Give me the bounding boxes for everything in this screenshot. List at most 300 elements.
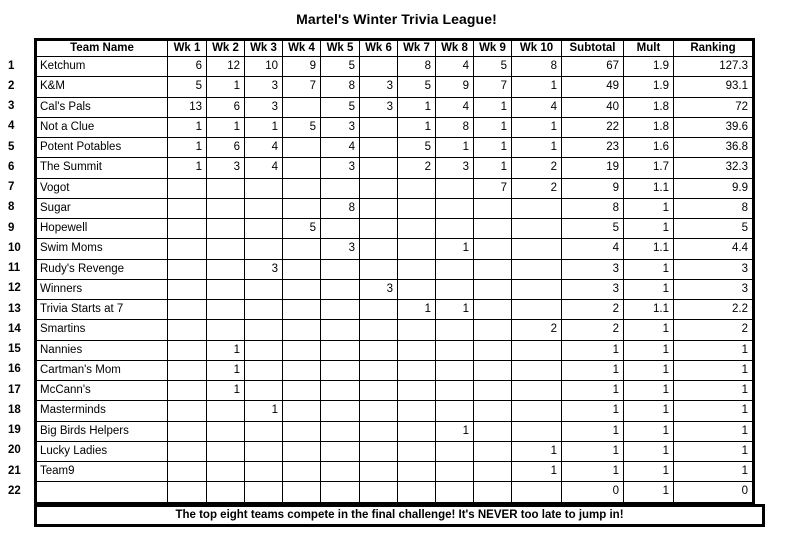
column-header[interactable]: Wk 4: [283, 40, 321, 57]
score-cell[interactable]: [436, 340, 474, 360]
score-cell[interactable]: 1: [207, 360, 245, 380]
score-cell[interactable]: [245, 320, 283, 340]
score-cell[interactable]: [360, 441, 398, 461]
score-cell[interactable]: [360, 381, 398, 401]
score-cell[interactable]: [360, 340, 398, 360]
score-cell[interactable]: 3: [360, 77, 398, 97]
score-cell[interactable]: 1: [624, 421, 674, 441]
column-header[interactable]: Wk 3: [245, 40, 283, 57]
score-cell[interactable]: [436, 219, 474, 239]
score-cell[interactable]: 2: [512, 320, 562, 340]
score-cell[interactable]: [398, 482, 436, 503]
score-cell[interactable]: [512, 198, 562, 218]
score-cell[interactable]: [207, 462, 245, 482]
score-cell[interactable]: 1.7: [624, 158, 674, 178]
score-cell[interactable]: 1: [398, 117, 436, 137]
score-cell[interactable]: 1: [562, 462, 624, 482]
score-cell[interactable]: [245, 219, 283, 239]
score-cell[interactable]: [245, 360, 283, 380]
score-cell[interactable]: [512, 219, 562, 239]
score-cell[interactable]: [436, 259, 474, 279]
score-cell[interactable]: 3: [245, 259, 283, 279]
score-cell[interactable]: 1: [436, 300, 474, 320]
score-cell[interactable]: 5: [398, 138, 436, 158]
score-cell[interactable]: 4: [321, 138, 360, 158]
score-cell[interactable]: 1: [474, 97, 512, 117]
score-cell[interactable]: 1: [674, 421, 754, 441]
score-cell[interactable]: 2: [512, 178, 562, 198]
score-cell[interactable]: 3: [321, 158, 360, 178]
score-cell[interactable]: 3: [562, 259, 624, 279]
score-cell[interactable]: 6: [207, 138, 245, 158]
score-cell[interactable]: 39.6: [674, 117, 754, 137]
team-name-cell[interactable]: K&M: [36, 77, 168, 97]
column-header[interactable]: Ranking: [674, 40, 754, 57]
score-cell[interactable]: 3: [674, 279, 754, 299]
score-cell[interactable]: 1: [207, 77, 245, 97]
score-cell[interactable]: [283, 97, 321, 117]
score-cell[interactable]: [168, 219, 207, 239]
score-cell[interactable]: 40: [562, 97, 624, 117]
score-cell[interactable]: [360, 421, 398, 441]
column-header[interactable]: Wk 1: [168, 40, 207, 57]
score-cell[interactable]: [398, 462, 436, 482]
score-cell[interactable]: [398, 421, 436, 441]
score-cell[interactable]: 5: [321, 57, 360, 77]
score-cell[interactable]: 1: [562, 360, 624, 380]
score-cell[interactable]: 67: [562, 57, 624, 77]
column-header[interactable]: Wk 8: [436, 40, 474, 57]
score-cell[interactable]: 5: [474, 57, 512, 77]
score-cell[interactable]: 7: [283, 77, 321, 97]
score-cell[interactable]: [360, 300, 398, 320]
score-cell[interactable]: [360, 360, 398, 380]
score-cell[interactable]: [283, 138, 321, 158]
score-cell[interactable]: [474, 340, 512, 360]
score-cell[interactable]: [360, 158, 398, 178]
score-cell[interactable]: [398, 219, 436, 239]
score-cell[interactable]: 1.8: [624, 97, 674, 117]
score-cell[interactable]: [283, 198, 321, 218]
column-header[interactable]: Wk 2: [207, 40, 245, 57]
score-cell[interactable]: 0: [562, 482, 624, 503]
score-cell[interactable]: [398, 198, 436, 218]
score-cell[interactable]: [207, 239, 245, 259]
score-cell[interactable]: [474, 219, 512, 239]
score-cell[interactable]: 1: [624, 441, 674, 461]
score-cell[interactable]: [283, 320, 321, 340]
score-cell[interactable]: [321, 259, 360, 279]
score-cell[interactable]: [436, 198, 474, 218]
score-cell[interactable]: 5: [168, 77, 207, 97]
score-cell[interactable]: 9: [562, 178, 624, 198]
score-cell[interactable]: 8: [321, 198, 360, 218]
score-cell[interactable]: [245, 279, 283, 299]
score-cell[interactable]: 22: [562, 117, 624, 137]
score-cell[interactable]: 1: [398, 300, 436, 320]
score-cell[interactable]: [474, 300, 512, 320]
score-cell[interactable]: [474, 320, 512, 340]
column-header[interactable]: Wk 9: [474, 40, 512, 57]
score-cell[interactable]: [436, 462, 474, 482]
score-cell[interactable]: 1.6: [624, 138, 674, 158]
score-cell[interactable]: 1: [512, 138, 562, 158]
score-cell[interactable]: [168, 462, 207, 482]
team-name-cell[interactable]: Lucky Ladies: [36, 441, 168, 461]
score-cell[interactable]: [512, 421, 562, 441]
score-cell[interactable]: [474, 259, 512, 279]
score-cell[interactable]: [360, 57, 398, 77]
score-cell[interactable]: 0: [674, 482, 754, 503]
score-cell[interactable]: 7: [474, 178, 512, 198]
score-cell[interactable]: 1: [245, 401, 283, 421]
score-cell[interactable]: [436, 178, 474, 198]
score-cell[interactable]: [168, 401, 207, 421]
score-cell[interactable]: [398, 381, 436, 401]
score-cell[interactable]: 1: [624, 482, 674, 503]
team-name-cell[interactable]: Big Birds Helpers: [36, 421, 168, 441]
score-cell[interactable]: [168, 279, 207, 299]
column-header[interactable]: Wk 6: [360, 40, 398, 57]
score-cell[interactable]: [398, 360, 436, 380]
score-cell[interactable]: 93.1: [674, 77, 754, 97]
score-cell[interactable]: [436, 482, 474, 503]
score-cell[interactable]: 4: [436, 57, 474, 77]
team-name-cell[interactable]: Smartins: [36, 320, 168, 340]
score-cell[interactable]: [245, 239, 283, 259]
score-cell[interactable]: 1: [624, 219, 674, 239]
score-cell[interactable]: [207, 219, 245, 239]
score-cell[interactable]: 19: [562, 158, 624, 178]
score-cell[interactable]: [245, 340, 283, 360]
score-cell[interactable]: 32.3: [674, 158, 754, 178]
score-cell[interactable]: [512, 239, 562, 259]
score-cell[interactable]: [474, 462, 512, 482]
score-cell[interactable]: [283, 441, 321, 461]
score-cell[interactable]: 1.1: [624, 239, 674, 259]
team-name-cell[interactable]: Swim Moms: [36, 239, 168, 259]
score-cell[interactable]: 1: [436, 239, 474, 259]
team-name-cell[interactable]: Team9: [36, 462, 168, 482]
score-cell[interactable]: 9.9: [674, 178, 754, 198]
score-cell[interactable]: 1: [624, 360, 674, 380]
score-cell[interactable]: [283, 158, 321, 178]
score-cell[interactable]: [207, 178, 245, 198]
score-cell[interactable]: [398, 340, 436, 360]
score-cell[interactable]: [168, 340, 207, 360]
score-cell[interactable]: [283, 462, 321, 482]
score-cell[interactable]: 4: [436, 97, 474, 117]
score-cell[interactable]: 12: [207, 57, 245, 77]
score-cell[interactable]: 1: [562, 340, 624, 360]
score-cell[interactable]: 8: [562, 198, 624, 218]
score-cell[interactable]: [474, 279, 512, 299]
score-cell[interactable]: [283, 340, 321, 360]
score-cell[interactable]: [321, 441, 360, 461]
column-header[interactable]: Wk 5: [321, 40, 360, 57]
score-cell[interactable]: 3: [436, 158, 474, 178]
score-cell[interactable]: 5: [321, 97, 360, 117]
score-cell[interactable]: [321, 320, 360, 340]
score-cell[interactable]: 1: [624, 320, 674, 340]
score-cell[interactable]: 1: [207, 381, 245, 401]
score-cell[interactable]: [245, 441, 283, 461]
score-cell[interactable]: [474, 360, 512, 380]
score-cell[interactable]: [512, 381, 562, 401]
score-cell[interactable]: [321, 421, 360, 441]
score-cell[interactable]: [398, 441, 436, 461]
score-cell[interactable]: 8: [398, 57, 436, 77]
score-cell[interactable]: [398, 401, 436, 421]
score-cell[interactable]: [360, 138, 398, 158]
score-cell[interactable]: 4: [512, 97, 562, 117]
score-cell[interactable]: 8: [674, 198, 754, 218]
score-cell[interactable]: [360, 482, 398, 503]
score-cell[interactable]: [168, 441, 207, 461]
score-cell[interactable]: [360, 462, 398, 482]
score-cell[interactable]: 3: [360, 279, 398, 299]
score-cell[interactable]: [207, 279, 245, 299]
score-cell[interactable]: [398, 178, 436, 198]
column-header[interactable]: Mult: [624, 40, 674, 57]
score-cell[interactable]: 2: [512, 158, 562, 178]
score-cell[interactable]: [283, 259, 321, 279]
score-cell[interactable]: [207, 421, 245, 441]
score-cell[interactable]: 1.9: [624, 77, 674, 97]
score-cell[interactable]: [436, 320, 474, 340]
score-cell[interactable]: 1: [624, 259, 674, 279]
score-cell[interactable]: 3: [562, 279, 624, 299]
score-cell[interactable]: [245, 482, 283, 503]
score-cell[interactable]: 3: [245, 77, 283, 97]
score-cell[interactable]: 1: [168, 158, 207, 178]
score-cell[interactable]: [283, 482, 321, 503]
score-cell[interactable]: 1: [562, 401, 624, 421]
score-cell[interactable]: [512, 401, 562, 421]
score-cell[interactable]: 1: [474, 117, 512, 137]
score-cell[interactable]: 10: [245, 57, 283, 77]
score-cell[interactable]: [168, 259, 207, 279]
score-cell[interactable]: [436, 401, 474, 421]
score-cell[interactable]: [283, 279, 321, 299]
score-cell[interactable]: [436, 441, 474, 461]
score-cell[interactable]: 72: [674, 97, 754, 117]
score-cell[interactable]: [245, 178, 283, 198]
score-cell[interactable]: 127.3: [674, 57, 754, 77]
score-cell[interactable]: 6: [207, 97, 245, 117]
score-cell[interactable]: 1.1: [624, 178, 674, 198]
score-cell[interactable]: [360, 401, 398, 421]
score-cell[interactable]: 5: [398, 77, 436, 97]
score-cell[interactable]: 1: [168, 138, 207, 158]
score-cell[interactable]: 3: [674, 259, 754, 279]
score-cell[interactable]: 1: [562, 421, 624, 441]
score-cell[interactable]: [398, 259, 436, 279]
score-cell[interactable]: [207, 300, 245, 320]
score-cell[interactable]: 5: [283, 117, 321, 137]
score-cell[interactable]: [168, 421, 207, 441]
score-cell[interactable]: 2: [398, 158, 436, 178]
score-cell[interactable]: [512, 340, 562, 360]
score-cell[interactable]: [283, 381, 321, 401]
score-cell[interactable]: [360, 178, 398, 198]
column-header[interactable]: Wk 7: [398, 40, 436, 57]
score-cell[interactable]: 5: [283, 219, 321, 239]
score-cell[interactable]: [360, 198, 398, 218]
score-cell[interactable]: 8: [512, 57, 562, 77]
score-cell[interactable]: [168, 482, 207, 503]
score-cell[interactable]: [321, 381, 360, 401]
score-cell[interactable]: 1: [474, 158, 512, 178]
score-cell[interactable]: [207, 401, 245, 421]
score-cell[interactable]: 1: [674, 462, 754, 482]
score-cell[interactable]: 1.8: [624, 117, 674, 137]
score-cell[interactable]: [436, 381, 474, 401]
team-name-cell[interactable]: [36, 482, 168, 503]
score-cell[interactable]: [512, 360, 562, 380]
score-cell[interactable]: [207, 482, 245, 503]
score-cell[interactable]: [321, 219, 360, 239]
score-cell[interactable]: 4.4: [674, 239, 754, 259]
score-cell[interactable]: [360, 219, 398, 239]
score-cell[interactable]: [360, 320, 398, 340]
score-cell[interactable]: [283, 360, 321, 380]
score-cell[interactable]: 1: [168, 117, 207, 137]
score-cell[interactable]: [512, 259, 562, 279]
score-cell[interactable]: [321, 462, 360, 482]
score-cell[interactable]: 2: [562, 320, 624, 340]
score-cell[interactable]: [360, 117, 398, 137]
score-cell[interactable]: [474, 239, 512, 259]
score-cell[interactable]: 1: [245, 117, 283, 137]
score-cell[interactable]: [321, 178, 360, 198]
score-cell[interactable]: 1: [624, 401, 674, 421]
score-cell[interactable]: [245, 198, 283, 218]
score-cell[interactable]: 1: [562, 381, 624, 401]
score-cell[interactable]: [321, 279, 360, 299]
score-cell[interactable]: [245, 421, 283, 441]
score-cell[interactable]: 49: [562, 77, 624, 97]
score-cell[interactable]: 6: [168, 57, 207, 77]
score-cell[interactable]: [207, 441, 245, 461]
score-cell[interactable]: [245, 462, 283, 482]
score-cell[interactable]: 5: [562, 219, 624, 239]
score-cell[interactable]: 9: [436, 77, 474, 97]
score-cell[interactable]: 1: [207, 340, 245, 360]
score-cell[interactable]: [283, 300, 321, 320]
score-cell[interactable]: 4: [562, 239, 624, 259]
score-cell[interactable]: 7: [474, 77, 512, 97]
score-cell[interactable]: 1: [562, 441, 624, 461]
score-cell[interactable]: [321, 401, 360, 421]
score-cell[interactable]: [436, 279, 474, 299]
score-cell[interactable]: 1: [436, 421, 474, 441]
score-cell[interactable]: [474, 441, 512, 461]
score-cell[interactable]: [207, 198, 245, 218]
score-cell[interactable]: [168, 198, 207, 218]
score-cell[interactable]: [168, 178, 207, 198]
score-cell[interactable]: 2: [674, 320, 754, 340]
score-cell[interactable]: [245, 300, 283, 320]
score-cell[interactable]: 3: [321, 117, 360, 137]
team-name-cell[interactable]: McCann's: [36, 381, 168, 401]
column-header[interactable]: Team Name: [36, 40, 168, 57]
team-name-cell[interactable]: Cartman's Mom: [36, 360, 168, 380]
column-header[interactable]: Wk 10: [512, 40, 562, 57]
score-cell[interactable]: [398, 279, 436, 299]
column-header[interactable]: Subtotal: [562, 40, 624, 57]
team-name-cell[interactable]: Potent Potables: [36, 138, 168, 158]
score-cell[interactable]: 9: [283, 57, 321, 77]
score-cell[interactable]: 23: [562, 138, 624, 158]
score-cell[interactable]: [474, 401, 512, 421]
score-cell[interactable]: 8: [321, 77, 360, 97]
score-cell[interactable]: [398, 239, 436, 259]
team-name-cell[interactable]: Nannies: [36, 340, 168, 360]
score-cell[interactable]: 4: [245, 158, 283, 178]
score-cell[interactable]: 13: [168, 97, 207, 117]
score-cell[interactable]: 1: [624, 340, 674, 360]
score-cell[interactable]: [207, 259, 245, 279]
score-cell[interactable]: [321, 360, 360, 380]
team-name-cell[interactable]: The Summit: [36, 158, 168, 178]
team-name-cell[interactable]: Trivia Starts at 7: [36, 300, 168, 320]
score-cell[interactable]: [283, 178, 321, 198]
score-cell[interactable]: 1: [512, 441, 562, 461]
score-cell[interactable]: 2: [562, 300, 624, 320]
score-cell[interactable]: 1: [624, 381, 674, 401]
score-cell[interactable]: 36.8: [674, 138, 754, 158]
score-cell[interactable]: [512, 279, 562, 299]
team-name-cell[interactable]: Ketchum: [36, 57, 168, 77]
score-cell[interactable]: 5: [674, 219, 754, 239]
team-name-cell[interactable]: Vogot: [36, 178, 168, 198]
score-cell[interactable]: [474, 198, 512, 218]
score-cell[interactable]: 3: [360, 97, 398, 117]
score-cell[interactable]: [398, 320, 436, 340]
score-cell[interactable]: 1: [624, 462, 674, 482]
score-cell[interactable]: [168, 300, 207, 320]
score-cell[interactable]: 1: [512, 77, 562, 97]
score-cell[interactable]: [168, 320, 207, 340]
team-name-cell[interactable]: Masterminds: [36, 401, 168, 421]
score-cell[interactable]: 4: [245, 138, 283, 158]
score-cell[interactable]: 1: [624, 279, 674, 299]
score-cell[interactable]: 1: [674, 340, 754, 360]
score-cell[interactable]: 1.1: [624, 300, 674, 320]
score-cell[interactable]: 8: [436, 117, 474, 137]
score-cell[interactable]: 1: [674, 360, 754, 380]
team-name-cell[interactable]: Winners: [36, 279, 168, 299]
score-cell[interactable]: [512, 482, 562, 503]
team-name-cell[interactable]: Cal's Pals: [36, 97, 168, 117]
score-cell[interactable]: [283, 421, 321, 441]
score-cell[interactable]: [283, 401, 321, 421]
score-cell[interactable]: [283, 239, 321, 259]
score-cell[interactable]: 3: [207, 158, 245, 178]
score-cell[interactable]: 1: [474, 138, 512, 158]
score-cell[interactable]: [207, 320, 245, 340]
score-cell[interactable]: [321, 300, 360, 320]
score-cell[interactable]: 3: [321, 239, 360, 259]
score-cell[interactable]: [360, 239, 398, 259]
score-cell[interactable]: [321, 482, 360, 503]
score-cell[interactable]: 1.9: [624, 57, 674, 77]
score-cell[interactable]: [474, 421, 512, 441]
score-cell[interactable]: [168, 239, 207, 259]
score-cell[interactable]: [474, 381, 512, 401]
team-name-cell[interactable]: Rudy's Revenge: [36, 259, 168, 279]
